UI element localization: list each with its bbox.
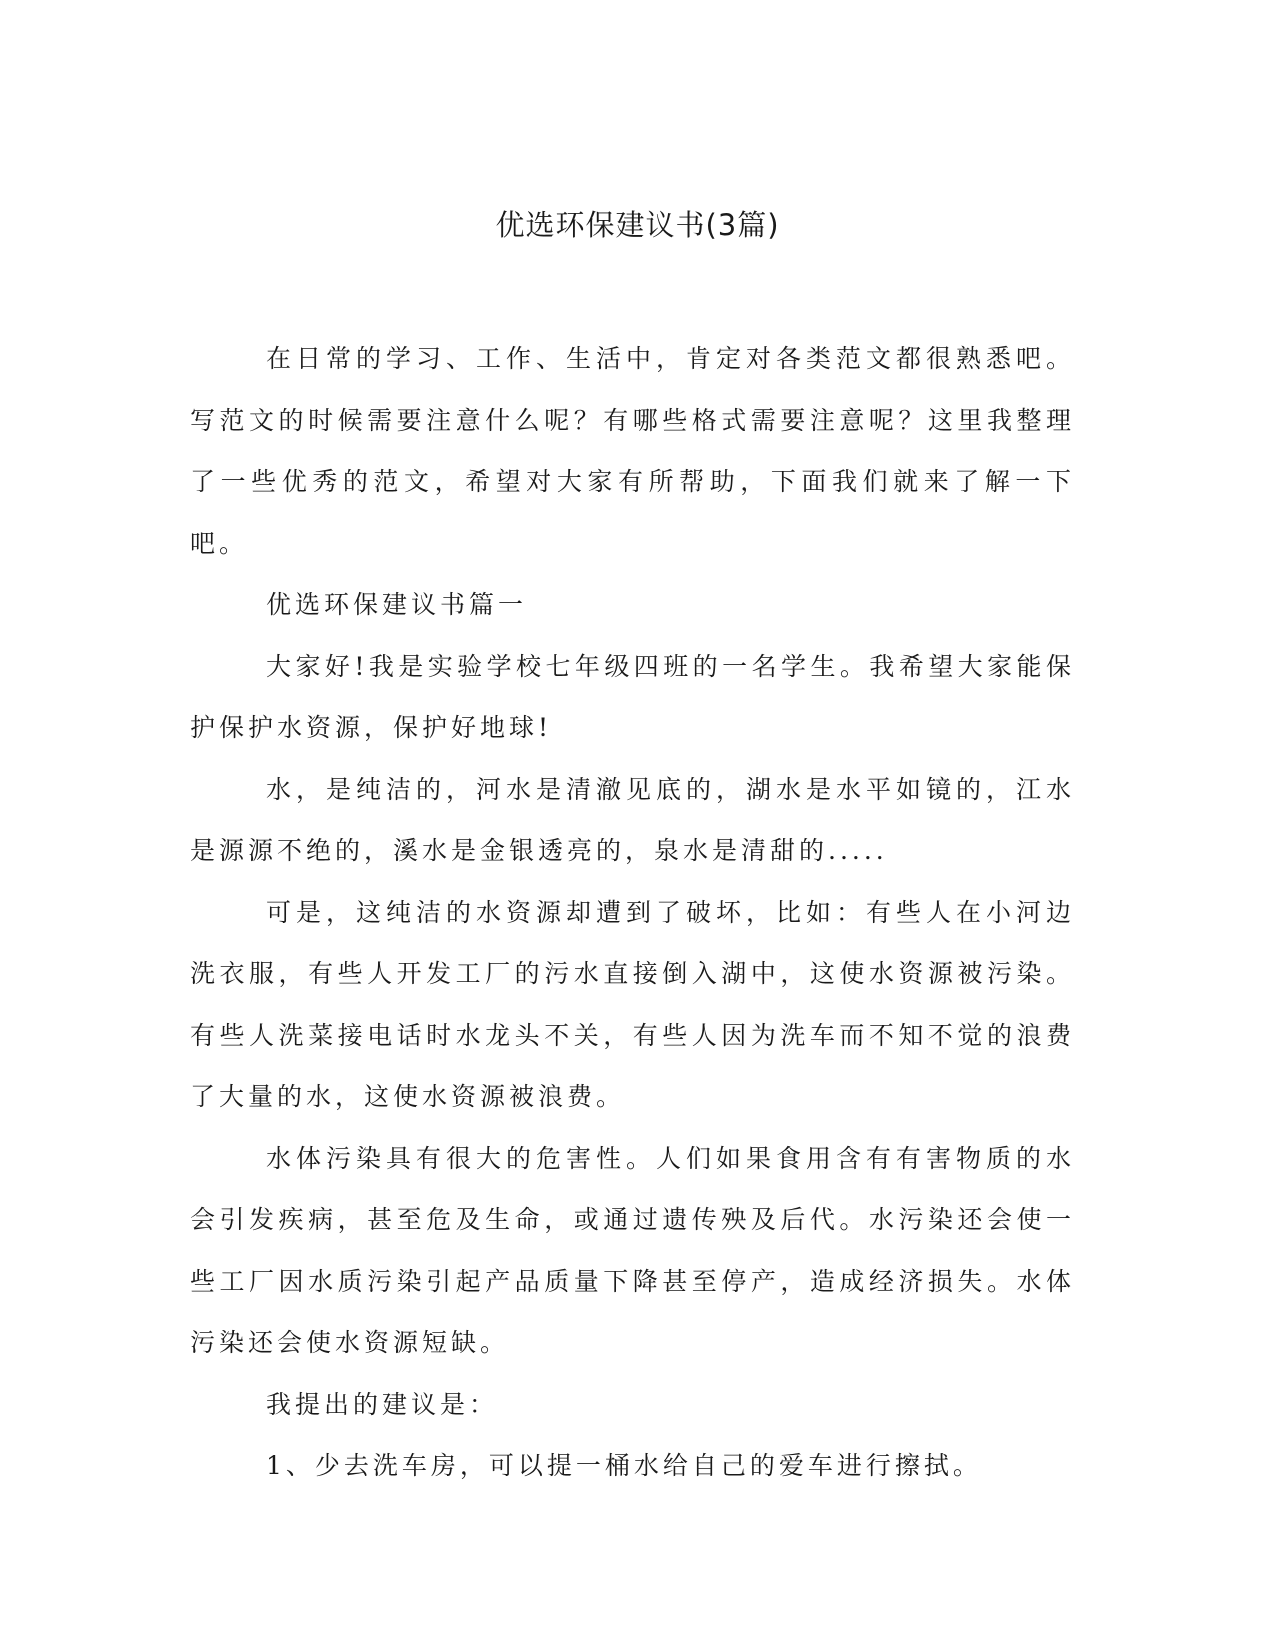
paragraph-suggestion-intro: 我提出的建议是： — [266, 1389, 499, 1419]
paragraph-water-description: 水，是纯洁的，河水是清澈见底的，湖水是水平如镜的，江水是源源不绝的，溪水是金银透亮的，泉水是清甜的..... — [190, 774, 1075, 865]
paragraph-pollution-harm: 水体污染具有很大的危害性。人们如果食用含有有害物质的水会引发疾病，甚至危及生命，或通过遗传殃及后代。水污染还会使一些工厂因水质污染引起产品质量下降甚至停产，造成经济损失。水体污染还会使水资源短缺。 — [190, 1143, 1075, 1357]
paragraph-suggestion-1: 1、少去洗车房，可以提一桶水给自己的爱车进行擦拭。 — [266, 1451, 982, 1480]
section-heading: 优选环保建议书篇一 — [266, 590, 528, 619]
paragraph-water-damage: 可是，这纯洁的水资源却遭到了破坏，比如：有些人在小河边洗衣服，有些人开发工厂的污水直接倒入湖中，这使水资源被污染。有些人洗菜接电话时水龙头不关，有些人因为洗车而不知不觉的浪费了大量的水，这使水资源被浪费。 — [190, 897, 1075, 1111]
paragraph-greeting: 大家好!我是实验学校七年级四班的一名学生。我希望大家能保护保护水资源，保护好地球! — [190, 651, 1075, 742]
document-title: 优选环保建议书(3篇) — [495, 208, 780, 242]
paragraph-intro: 在日常的学习、工作、生活中，肯定对各类范文都很熟悉吧。写范文的时候需要注意什么呢？有哪些格式需要注意呢？这里我整理了一些优秀的范文，希望对大家有所帮助，下面我们就来了解一下吧。 — [190, 344, 1075, 558]
document-body — [190, 328, 1075, 1497]
